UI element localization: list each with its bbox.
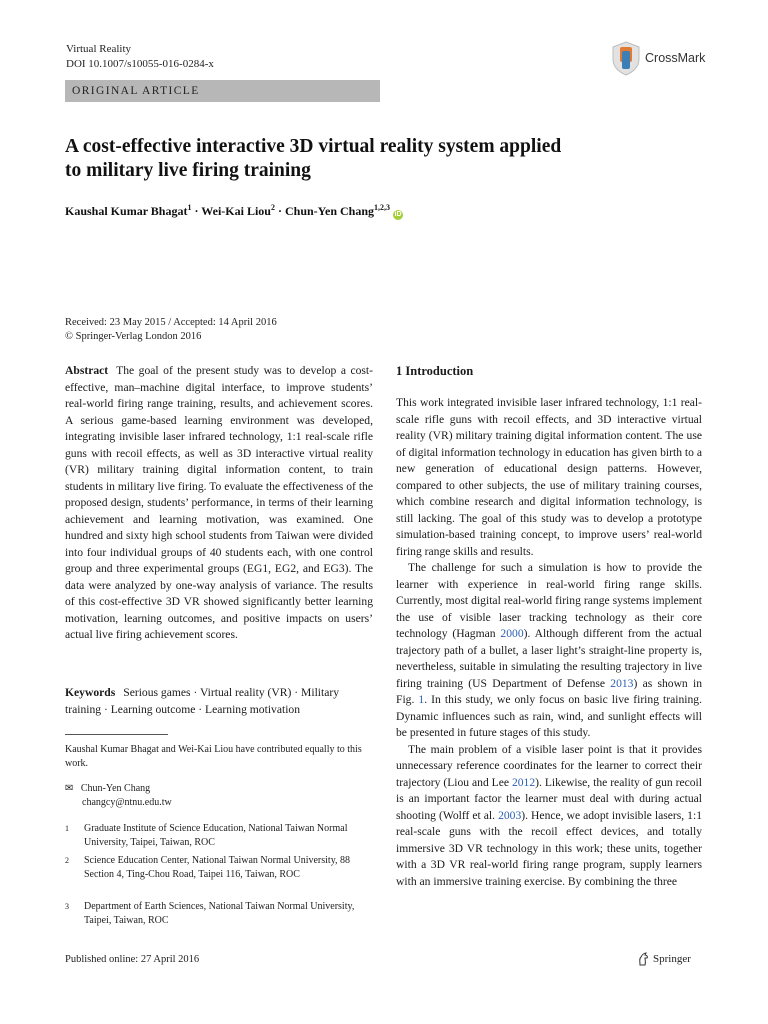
- crossmark-icon: [611, 40, 641, 76]
- affiliation: [65, 900, 373, 927]
- author-affiliation-sup: 1,2,3: [374, 203, 391, 212]
- corresponding-email[interactable]: changcy@ntnu.edu.tw: [82, 796, 172, 808]
- author-name[interactable]: Kaushal Kumar Bhagat: [65, 204, 188, 218]
- corresponding-author: [65, 782, 373, 809]
- article-title: [65, 135, 665, 183]
- affiliation: [65, 822, 373, 849]
- article-type-banner: ORIGINAL ARTICLE: [65, 80, 380, 102]
- author-separator: ·: [274, 204, 285, 218]
- introduction-body: [396, 395, 702, 890]
- author-name[interactable]: Chun-Yen Chang: [284, 204, 375, 218]
- orcid-icon[interactable]: iD: [394, 211, 402, 218]
- affiliation-text: Department of Earth Sciences, National Taiwan Normal University, Taipei, Taiwan, ROC: [84, 901, 355, 926]
- author-name[interactable]: Wei-Kai Liou: [201, 204, 271, 218]
- affiliation-number: 2: [65, 856, 69, 865]
- title-line-1: A cost-effective interactive 3D virtual reality system applied: [65, 136, 562, 157]
- keywords-label: Keywords: [65, 686, 116, 699]
- published-online: Published online: 27 April 2016: [65, 954, 200, 965]
- corresponding-name: Chun-Yen Chang: [80, 783, 151, 794]
- citation-link[interactable]: 2013: [610, 676, 634, 690]
- affiliation-text: Science Education Center, National Taiwan Normal University, 88 Section 4, Ting-Chou Road, Taipei 116, Taiwan, ROC: [84, 855, 351, 880]
- doi[interactable]: DOI 10.1007/s10055-016-0284-x: [66, 58, 214, 70]
- crossmark-label: CrossMark: [645, 51, 706, 65]
- crossmark-badge[interactable]: [611, 40, 705, 76]
- citation-link[interactable]: 2003: [498, 808, 522, 822]
- affiliation-number: 3: [65, 902, 69, 911]
- article-dates: [65, 316, 277, 344]
- springer-label: Springer: [653, 953, 691, 965]
- contribution-note: Kaushal Kumar Bhagat and Wei-Kai Liou have contributed equally to this work.: [65, 744, 362, 769]
- intro-paragraph-2: The challenge for such a simulation is how to provide the learner with experience in real-world firing range skills. Currently, most digital real-world firing range systems implement the use of visible laser tracking technology as their core technology (Hagman 2000). Although different from the actual trajectory path of a bullet, a laser light’s straight-line property is, nevertheless, suitable in simulating the resulting trajectory in live firing training (US Department of Defense 2013) as shown in Fig. 1. In this study, we only focus on basic live firing training. Dynamic influences such as rain, wind, and sunlight effects will be presented in future stages of this study.: [396, 561, 702, 739]
- springer-logo[interactable]: [637, 952, 691, 966]
- affiliation-text: Graduate Institute of Science Education, National Taiwan Normal University, Taipei, Taiwan, ROC: [84, 823, 348, 848]
- abstract-text: The goal of the present study was to develop a cost-effective, man–machine digital interface, to improve students’ real-world firing range training, results, and achievement scores. A serious game-based learning environment was developed, integrating invisible laser infrared technology, 1:1 real-scale rifle guns with recoil effects, as well as 3D interactive virtual reality (VR) military training digital information content, to train students in military live firing. To evaluate the effectiveness of the proposed design, students’ performance, in terms of their learning achievement and learning motivation, was examined. One hundred and sixty high school students from Taiwan were divided into four individual groups of 40 students each, with one control group and three experimental groups (EG1, EG2, and EG3). The data were analyzed by one-way analysis of variance. The results of this cost-effective 3D VR showed significantly better learning motivation, learning outcomes, and positive impacts on users’ actual live firing achievement scores.: [65, 364, 373, 641]
- journal-name: Virtual Reality: [66, 43, 132, 55]
- received-accepted: Received: 23 May 2015 / Accepted: 14 April 2016: [65, 317, 277, 328]
- mail-icon: ✉: [65, 783, 74, 794]
- author-affiliation-sup: 1: [187, 203, 192, 212]
- keywords-text: Serious games · Virtual reality (VR) · Military training · Learning outcome · Learning motivation: [65, 686, 340, 716]
- citation-link[interactable]: 2000: [500, 627, 524, 640]
- figure-link[interactable]: 1: [418, 693, 425, 706]
- author-affiliation-sup: 2: [270, 203, 275, 212]
- author-separator: ·: [191, 204, 202, 218]
- copyright: © Springer-Verlag London 2016: [65, 331, 202, 342]
- affiliation-number: 1: [65, 824, 69, 833]
- footnote-divider: [65, 734, 168, 735]
- citation-link[interactable]: 2012: [511, 775, 536, 789]
- section-heading-introduction: 1 Introduction: [396, 364, 474, 378]
- title-line-2: to military live firing training: [65, 160, 311, 181]
- keywords: [65, 685, 373, 718]
- abstract-label: Abstract: [65, 364, 109, 377]
- springer-horse-icon: [637, 952, 650, 966]
- abstract: [65, 363, 373, 644]
- affiliation: [65, 854, 373, 881]
- intro-paragraph-3: The main problem of a visible laser point is that it provides unnecessary reference coordinates for the learner to correct their trajectory (Liou and Lee 2012). Likewise, the reality of gun recoil is an important factor the learner must deal with during actual shooting (Wolff et al. 2003). Hence, we adopt invisible lasers, 1:1 real-scale guns with the recoil effect devices, and totally immersive 3D VR technology in this work; these units, together with a 3D VR real-world firing range program, supply learners with an immersive training exercise. By combining the three: [396, 742, 702, 888]
- author-list: [65, 203, 403, 220]
- intro-paragraph-1: This work integrated invisible laser infrared technology, 1:1 real-scale rifle guns with recoil effects, and 3D interactive virtual reality (VR) military training digital information content. The use of digital information technology in education has given birth to a new generation of educational design patterns. However, compared to other subjects, the use of military training courses, which combine research and digital information technology, is still lacking. The goal of this study was to develop a prototype simulation-based training concept, to improve users’ real-world firing range skills and results.: [396, 396, 702, 558]
